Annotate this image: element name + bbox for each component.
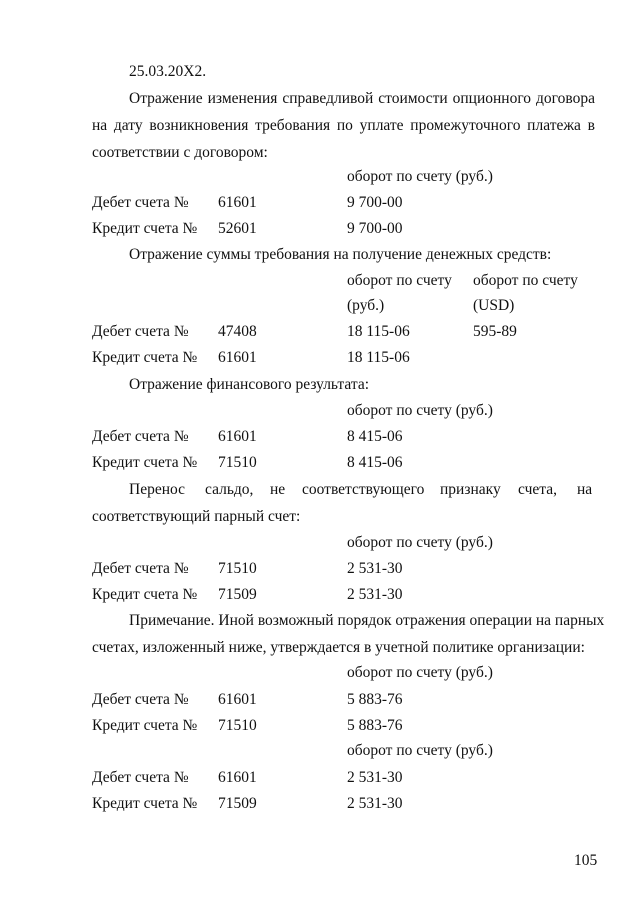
paragraph-5-line-1: Примечание. Иной возможный порядок отражения операции на парных [129, 612, 605, 629]
entry-2-header-usd-2: (USD) [473, 297, 515, 314]
entry-5-debit-amount: 5 883-76 [347, 691, 403, 708]
entry-1-credit-amount: 9 700-00 [347, 220, 403, 237]
entry-5-debit-label: Дебет счета № [92, 691, 189, 708]
entry-4-credit-account: 71509 [218, 586, 257, 603]
entry-5-header: оборот по счету (руб.) [347, 664, 493, 681]
entry-3-credit-account: 71510 [218, 454, 257, 471]
page-number: 105 [574, 852, 598, 869]
entry-6-debit-label: Дебет счета № [92, 769, 189, 786]
paragraph-4-word-7: на [577, 481, 593, 498]
entry-2-debit-label: Дебет счета № [92, 323, 189, 340]
entry-6-credit-label: Кредит счета № [92, 795, 198, 812]
entry-3-debit-label: Дебет счета № [92, 428, 189, 445]
entry-5-credit-label: Кредит счета № [92, 717, 198, 734]
entry-2-credit-account: 61601 [218, 349, 257, 366]
paragraph-4-word-4: соответствующего [302, 481, 425, 498]
entry-4-header: оборот по счету (руб.) [347, 534, 493, 551]
paragraph-4-word-2: сальдо, [205, 481, 254, 498]
entry-2-header-rub-1: оборот по счету [347, 272, 452, 289]
paragraph-3: Отражение финансового результата: [129, 376, 370, 393]
entry-2-credit-amount: 18 115-06 [347, 349, 410, 366]
paragraph-4-line-2: соответствующий парный счет: [92, 508, 301, 525]
entry-2-header-rub-2: (руб.) [347, 297, 385, 314]
entry-5-debit-account: 61601 [218, 691, 257, 708]
entry-5-credit-amount: 5 883-76 [347, 717, 403, 734]
paragraph-1-line-3: соответствии с договором: [92, 144, 268, 161]
entry-3-credit-amount: 8 415-06 [347, 454, 403, 471]
entry-1-header: оборот по счету (руб.) [347, 168, 493, 185]
entry-6-credit-account: 71509 [218, 795, 257, 812]
paragraph-2: Отражение суммы требования на получение денежных средств: [129, 246, 552, 263]
paragraph-4-word-3: не [270, 481, 286, 498]
entry-6-credit-amount: 2 531-30 [347, 795, 403, 812]
paragraph-4-word-6: счета, [518, 481, 557, 498]
entry-4-credit-label: Кредит счета № [92, 586, 198, 603]
entry-6-debit-amount: 2 531-30 [347, 769, 403, 786]
entry-2-header-usd-1: оборот по счету [473, 272, 578, 289]
paragraph-1-line-2: на дату возникновения требования по уплате промежуточного платежа в [92, 117, 595, 134]
entry-1-debit-label: Дебет счета № [92, 194, 189, 211]
entry-6-header: оборот по счету (руб.) [347, 742, 493, 759]
entry-3-debit-account: 61601 [218, 428, 257, 445]
entry-2-debit-amount: 18 115-06 [347, 323, 410, 340]
entry-2-debit-account: 47408 [218, 323, 257, 340]
paragraph-4-word-1: Перенос [129, 481, 186, 498]
entry-1-credit-account: 52601 [218, 220, 257, 237]
entry-4-credit-amount: 2 531-30 [347, 586, 403, 603]
paragraph-5-line-2: счетах, изложенный ниже, утверждается в учетной политике организации: [92, 639, 585, 656]
entry-3-debit-amount: 8 415-06 [347, 428, 403, 445]
entry-3-credit-label: Кредит счета № [92, 454, 198, 471]
entry-2-debit-usd: 595-89 [473, 323, 517, 340]
entry-2-credit-label: Кредит счета № [92, 349, 198, 366]
entry-6-debit-account: 61601 [218, 769, 257, 786]
entry-1-credit-label: Кредит счета № [92, 220, 198, 237]
entry-4-debit-amount: 2 531-30 [347, 560, 403, 577]
paragraph-4-word-5: признаку [440, 481, 501, 498]
paragraph-1-line-1: Отражение изменения справедливой стоимости опционного договора [129, 90, 595, 107]
entry-3-header: оборот по счету (руб.) [347, 402, 493, 419]
date-line: 25.03.20X2. [129, 63, 207, 80]
entry-1-debit-account: 61601 [218, 194, 257, 211]
entry-1-debit-amount: 9 700-00 [347, 194, 403, 211]
entry-4-debit-label: Дебет счета № [92, 560, 189, 577]
entry-5-credit-account: 71510 [218, 717, 257, 734]
entry-4-debit-account: 71510 [218, 560, 257, 577]
